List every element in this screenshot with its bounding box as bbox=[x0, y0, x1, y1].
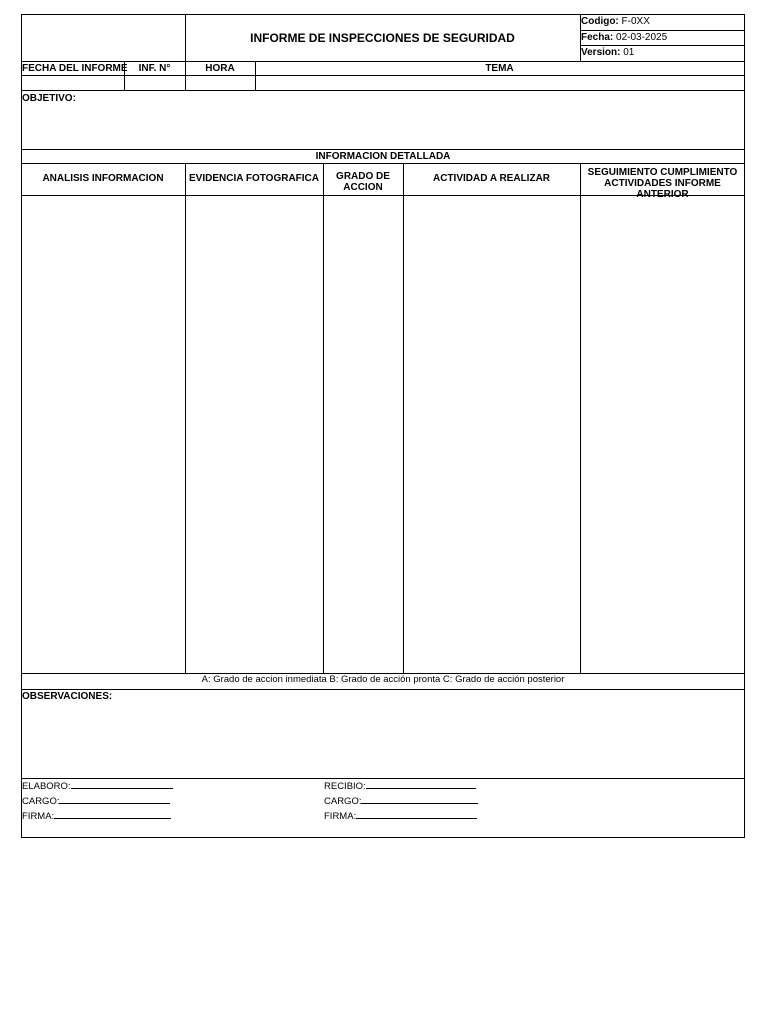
border-top bbox=[21, 14, 745, 15]
sig-recibio-label: RECIBIO: bbox=[324, 781, 366, 792]
detail-col-1 bbox=[185, 163, 186, 673]
sig-cargo-right bbox=[324, 796, 478, 807]
legend-bottom bbox=[21, 689, 745, 690]
fecha-divider bbox=[580, 45, 745, 46]
tema-header: TEMA bbox=[485, 63, 514, 74]
fecha-informe-header: FECHA DEL INFORME bbox=[22, 63, 128, 74]
sig-cargo-left bbox=[22, 796, 170, 807]
fecha-label: Fecha: bbox=[581, 32, 614, 43]
detail-col-2 bbox=[323, 163, 324, 673]
sig-cargo-right-label: CARGO: bbox=[324, 796, 362, 807]
inf-no-header: INF. N° bbox=[138, 63, 171, 74]
border-left bbox=[21, 14, 22, 838]
sig-firma-left bbox=[22, 811, 171, 822]
objetivo-bottom bbox=[21, 149, 745, 150]
codigo-value: F-0XX bbox=[621, 16, 650, 27]
col-seguimiento-header: SEGUIMIENTO CUMPLIMIENTO ACTIVIDADES INFORME ANTERIOR bbox=[587, 167, 738, 200]
sig-elaboro bbox=[22, 781, 173, 792]
col-grado-header: GRADO DE ACCION bbox=[336, 171, 390, 193]
col-evidencia-header: EVIDENCIA FOTOGRAFICA bbox=[188, 173, 319, 184]
fecha-value: 02-03-2025 bbox=[616, 32, 668, 43]
fecha-cell bbox=[581, 32, 667, 43]
sig-firma-left-label: FIRMA: bbox=[22, 811, 55, 822]
detail-section-title: INFORMACION DETALLADA bbox=[315, 151, 451, 162]
info-row-bottom bbox=[21, 90, 745, 91]
sig-elaboro-label: ELABORO: bbox=[22, 781, 71, 792]
observaciones-bottom bbox=[21, 778, 745, 779]
report-title: INFORME DE INSPECCIONES DE SEGURIDAD bbox=[250, 31, 515, 45]
inspection-report-form bbox=[21, 14, 745, 838]
observaciones-label: OBSERVACIONES: bbox=[22, 691, 113, 702]
sig-firma-right bbox=[324, 811, 477, 822]
detail-col-3 bbox=[403, 163, 404, 673]
sig-firma-left-line bbox=[54, 818, 171, 819]
codigo-cell bbox=[581, 16, 650, 27]
sig-firma-right-label: FIRMA: bbox=[324, 811, 357, 822]
sig-firma-right-line bbox=[356, 818, 477, 819]
sig-recibio bbox=[324, 781, 476, 792]
version-cell bbox=[581, 47, 634, 58]
version-value: 01 bbox=[623, 47, 635, 58]
objetivo-label: OBJETIVO: bbox=[22, 93, 76, 104]
detail-title-bottom bbox=[21, 163, 745, 164]
border-bottom bbox=[21, 837, 745, 838]
header-bottom-line bbox=[21, 61, 745, 62]
version-label: Version: bbox=[581, 47, 621, 58]
col-actividad-header: ACTIVIDAD A REALIZAR bbox=[432, 173, 551, 184]
sig-cargo-left-label: CARGO: bbox=[22, 796, 60, 807]
col-analisis-header: ANALISIS INFORMACION bbox=[42, 173, 164, 184]
codigo-divider bbox=[580, 30, 745, 31]
detail-col-4 bbox=[580, 163, 581, 673]
grade-legend: A: Grado de accion inmediata B: Grado de acción pronta C: Grado de acción posterior bbox=[201, 674, 565, 685]
border-right bbox=[744, 14, 745, 838]
sig-elaboro-line bbox=[71, 788, 173, 789]
info-row-divider bbox=[21, 75, 745, 76]
sig-cargo-left-line bbox=[59, 803, 170, 804]
hora-header: HORA bbox=[205, 63, 235, 74]
sig-cargo-right-line bbox=[361, 803, 478, 804]
sig-recibio-line bbox=[366, 788, 476, 789]
codigo-label: Codigo: bbox=[581, 16, 619, 27]
